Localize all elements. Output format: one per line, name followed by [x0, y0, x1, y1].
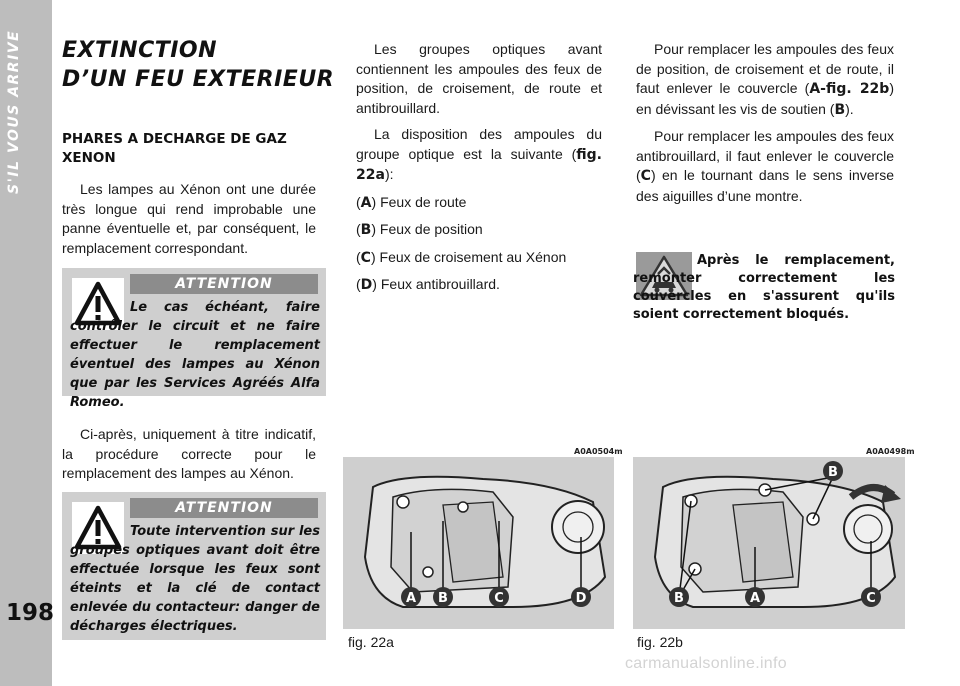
page-title: [62, 36, 342, 94]
figure-b-caption: fig. 22b: [637, 634, 683, 650]
figure-b-code: A0A0498m: [866, 447, 915, 456]
svg-text:A: A: [749, 591, 761, 606]
warning-box-2: [62, 492, 326, 640]
bulb-item-d: (D) Feux antibrouillard.: [356, 276, 500, 293]
section-subtitle: PHARES A DECHARGE DE GAZ XENON: [62, 131, 287, 166]
warning-banner-1: ATTENTION: [130, 274, 318, 294]
svg-text:A: A: [405, 591, 417, 606]
figure-a-label-a: [401, 587, 421, 607]
figure-a-label-d: [571, 587, 591, 607]
figure-a-code: A0A0504m: [574, 447, 623, 456]
replacement-note: Après le remplacement, remonter correctement les couvercles en s'assurent qu'ils soient correctement bloqués.: [633, 253, 895, 322]
page-title-line2: D’UN FEU EXTERIEUR: [62, 67, 335, 92]
xenon-intro-text: Les lampes au Xénon ont une durée très longue qui rend improbable une panne éventuelle et, par conséquent, le remplacement correspondant.: [62, 181, 316, 256]
svg-text:D: D: [575, 591, 587, 606]
figure-a-label-b: [433, 587, 453, 607]
figure-reference: fig. 22a: [356, 146, 602, 183]
warning-text-1: Le cas échéant, faire contrôler le circuit et ne faire effectuer le remplacement éventuel des lampes au Xénon que par les Services Agréés Alfa Romeo.: [70, 300, 320, 410]
figure-22a: [343, 457, 614, 629]
bulb-layout-text: La disposition des ampoules du groupe optique est la suivante (fig. 22a):: [356, 126, 602, 183]
figure-22b: [633, 457, 905, 629]
replace-fog-bulbs-text: Pour remplacer les ampoules des feux antibrouillard, il faut enlever le couvercle (C) en le tournant dans le sens inverse des aiguilles d’une montre.: [636, 128, 894, 204]
warning-banner-2: ATTENTION: [130, 498, 318, 518]
headlamp-diagram-a: [343, 457, 614, 629]
optical-groups-text: Les groupes optiques avant contiennent les ampoules des feux de position, de croisement, de route et antibrouillard.: [356, 41, 602, 116]
middle-column: [356, 40, 602, 303]
page-number: 198: [6, 600, 55, 626]
figure-a-label-c: [489, 587, 509, 607]
bulb-item-a: (A) Feux de route: [356, 193, 467, 211]
warning-box-1: [62, 268, 326, 410]
bulb-item-b: (B) Feux de position: [356, 221, 483, 238]
svg-text:C: C: [494, 591, 504, 606]
svg-text:B: B: [438, 591, 448, 606]
svg-text:B: B: [828, 465, 838, 480]
left-paragraph-2: [62, 425, 316, 491]
right-column: [636, 40, 894, 213]
svg-text:C: C: [866, 591, 876, 606]
figure-b-label-b-bottom: [669, 587, 689, 607]
procedure-intro-text: Ci-après, uniquement à titre indicatif, la procédure correcte pour le remplacement des lampes au Xénon.: [62, 426, 316, 481]
svg-text:B: B: [674, 591, 684, 606]
figure-a-caption: fig. 22a: [348, 634, 394, 650]
page-title-line1: EXTINCTION: [62, 38, 218, 63]
watermark: carmanualsonline.info: [625, 655, 787, 672]
sidebar-title: S'IL VOUS ARRIVE: [6, 30, 22, 195]
warning-text-2: Toute intervention sur les groupes optiques avant doit être effectuée lorsque les feux sont éteints et la clé de contact enlevée du contacteur: danger de décharges électriques.: [70, 524, 320, 634]
left-paragraph-1: [62, 180, 316, 265]
figure-b-label-a: [745, 587, 765, 607]
figure-b-label-b-top: [823, 461, 843, 481]
replace-main-bulbs-text: Pour remplacer les ampoules des feux de position, de croisement et de route, il faut enlever le couvercle (A-fig. 22b) en dévissant les vis de soutien (B).: [636, 41, 894, 118]
figure-b-label-c: [861, 587, 881, 607]
headlamp-diagram-b: [633, 457, 905, 629]
bulb-item-c: (C) Feux de croisement au Xénon: [356, 248, 567, 266]
